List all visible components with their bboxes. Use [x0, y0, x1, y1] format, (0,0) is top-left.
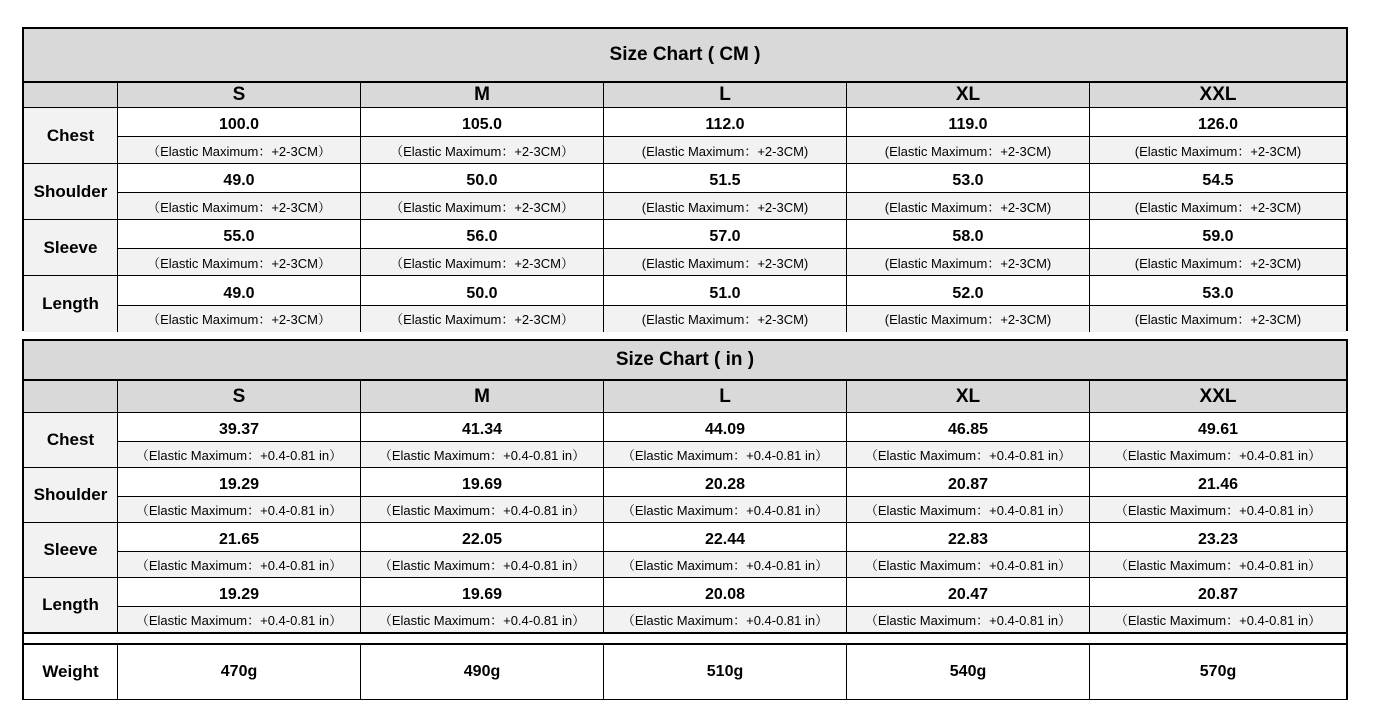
measurement-cell — [604, 276, 847, 332]
measurement-cell — [604, 523, 847, 577]
table-row — [24, 578, 1346, 633]
measurement-cell — [1090, 578, 1346, 632]
elastic-note: （Elastic Maximum：+2-3CM） — [361, 306, 603, 332]
elastic-note: (Elastic Maximum：+2-3CM) — [604, 249, 846, 275]
measurement-label: Length — [24, 578, 118, 632]
weight-value: 510g — [604, 645, 847, 699]
measurement-value: 49.0 — [118, 276, 360, 306]
measurement-cell — [604, 468, 847, 522]
measurement-value: 112.0 — [604, 108, 846, 137]
elastic-note: （Elastic Maximum：+0.4-0.81 in） — [1090, 607, 1346, 632]
elastic-note: （Elastic Maximum：+0.4-0.81 in） — [118, 607, 360, 632]
size-header-l: L — [604, 381, 847, 412]
table-title: Size Chart ( in ) — [24, 341, 1346, 381]
measurement-value: 20.08 — [604, 578, 846, 607]
elastic-note: (Elastic Maximum：+2-3CM) — [604, 137, 846, 163]
elastic-note: （Elastic Maximum：+0.4-0.81 in） — [847, 497, 1089, 522]
measurement-cell — [1090, 276, 1346, 332]
elastic-note: （Elastic Maximum：+0.4-0.81 in） — [361, 442, 603, 467]
measurement-value: 19.69 — [361, 578, 603, 607]
measurement-cell — [1090, 220, 1346, 275]
elastic-note: (Elastic Maximum：+2-3CM) — [1090, 249, 1346, 275]
weight-value: 540g — [847, 645, 1090, 699]
elastic-note: （Elastic Maximum：+0.4-0.81 in） — [604, 607, 846, 632]
weight-label: Weight — [24, 645, 118, 699]
elastic-note: （Elastic Maximum：+0.4-0.81 in） — [118, 497, 360, 522]
size-header-row — [24, 83, 1346, 108]
measurement-cell — [847, 523, 1090, 577]
table-row — [24, 413, 1346, 468]
measurement-value: 54.5 — [1090, 164, 1346, 193]
elastic-note: （Elastic Maximum：+0.4-0.81 in） — [604, 552, 846, 577]
measurement-cell — [847, 164, 1090, 219]
measurement-cell — [1090, 413, 1346, 467]
measurement-value: 44.09 — [604, 413, 846, 442]
measurement-cell — [604, 578, 847, 632]
elastic-note: （Elastic Maximum：+0.4-0.81 in） — [847, 442, 1089, 467]
measurement-value: 119.0 — [847, 108, 1089, 137]
elastic-note: （Elastic Maximum：+0.4-0.81 in） — [361, 497, 603, 522]
table-row — [24, 164, 1346, 220]
table-title: Size Chart ( CM ) — [24, 29, 1346, 83]
size-header-m: M — [361, 381, 604, 412]
measurement-cell — [1090, 468, 1346, 522]
measurement-value: 59.0 — [1090, 220, 1346, 249]
size-header-xxl: XXL — [1090, 381, 1346, 412]
measurement-value: 41.34 — [361, 413, 603, 442]
measurement-value: 51.5 — [604, 164, 846, 193]
elastic-note: （Elastic Maximum：+0.4-0.81 in） — [604, 442, 846, 467]
elastic-note: (Elastic Maximum：+2-3CM) — [847, 306, 1089, 332]
size-header-row — [24, 381, 1346, 413]
measurement-value: 19.29 — [118, 468, 360, 497]
elastic-note: (Elastic Maximum：+2-3CM) — [1090, 137, 1346, 163]
elastic-note: (Elastic Maximum：+2-3CM) — [1090, 306, 1346, 332]
measurement-value: 51.0 — [604, 276, 846, 306]
measurement-cell — [118, 108, 361, 163]
measurement-value: 39.37 — [118, 413, 360, 442]
measurement-cell — [1090, 108, 1346, 163]
measurement-value: 22.05 — [361, 523, 603, 552]
size-chart-cm-table — [22, 27, 1348, 331]
measurement-value: 105.0 — [361, 108, 603, 137]
measurement-cell — [118, 276, 361, 332]
measurement-label: Sleeve — [24, 523, 118, 577]
size-header-xl: XL — [847, 381, 1090, 412]
measurement-value: 22.44 — [604, 523, 846, 552]
elastic-note: （Elastic Maximum：+0.4-0.81 in） — [604, 497, 846, 522]
table-row — [24, 523, 1346, 578]
measurement-cell — [604, 108, 847, 163]
elastic-note: （Elastic Maximum：+2-3CM） — [361, 137, 603, 163]
measurement-cell — [1090, 523, 1346, 577]
measurement-value: 53.0 — [847, 164, 1089, 193]
measurement-value: 49.61 — [1090, 413, 1346, 442]
measurement-value: 57.0 — [604, 220, 846, 249]
measurement-label: Chest — [24, 413, 118, 467]
measurement-label: Sleeve — [24, 220, 118, 275]
header-corner — [24, 83, 118, 107]
measurement-value: 46.85 — [847, 413, 1089, 442]
measurement-value: 19.69 — [361, 468, 603, 497]
size-header-m: M — [361, 83, 604, 107]
size-header-s: S — [118, 381, 361, 412]
elastic-note: （Elastic Maximum：+0.4-0.81 in） — [1090, 497, 1346, 522]
measurement-value: 19.29 — [118, 578, 360, 607]
measurement-cell — [118, 220, 361, 275]
measurement-cell — [604, 220, 847, 275]
elastic-note: (Elastic Maximum：+2-3CM) — [604, 193, 846, 219]
table-row — [24, 468, 1346, 523]
elastic-note: （Elastic Maximum：+0.4-0.81 in） — [361, 552, 603, 577]
measurement-value: 52.0 — [847, 276, 1089, 306]
header-corner — [24, 381, 118, 412]
weight-value: 470g — [118, 645, 361, 699]
measurement-value: 126.0 — [1090, 108, 1346, 137]
measurement-value: 20.87 — [1090, 578, 1346, 607]
elastic-note: （Elastic Maximum：+0.4-0.81 in） — [118, 442, 360, 467]
measurement-cell — [847, 578, 1090, 632]
measurement-value: 100.0 — [118, 108, 360, 137]
measurement-cell — [118, 413, 361, 467]
measurement-value: 21.65 — [118, 523, 360, 552]
elastic-note: (Elastic Maximum：+2-3CM) — [604, 306, 846, 332]
weight-row — [24, 645, 1346, 699]
measurement-label: Shoulder — [24, 468, 118, 522]
elastic-note: （Elastic Maximum：+0.4-0.81 in） — [1090, 442, 1346, 467]
elastic-note: （Elastic Maximum：+2-3CM） — [118, 249, 360, 275]
measurement-cell — [118, 578, 361, 632]
measurement-value: 21.46 — [1090, 468, 1346, 497]
measurement-cell — [1090, 164, 1346, 219]
measurement-cell — [118, 468, 361, 522]
measurement-cell — [361, 220, 604, 275]
measurement-value: 20.47 — [847, 578, 1089, 607]
measurement-label: Chest — [24, 108, 118, 163]
measurement-value: 23.23 — [1090, 523, 1346, 552]
measurement-cell — [361, 523, 604, 577]
measurement-value: 20.87 — [847, 468, 1089, 497]
measurement-cell — [361, 578, 604, 632]
table-row — [24, 108, 1346, 164]
measurement-cell — [604, 164, 847, 219]
elastic-note: （Elastic Maximum：+0.4-0.81 in） — [847, 552, 1089, 577]
measurement-cell — [847, 276, 1090, 332]
table-spacer — [24, 633, 1346, 645]
measurement-label: Length — [24, 276, 118, 332]
size-header-l: L — [604, 83, 847, 107]
measurement-cell — [847, 220, 1090, 275]
measurement-value: 50.0 — [361, 276, 603, 306]
elastic-note: (Elastic Maximum：+2-3CM) — [847, 137, 1089, 163]
measurement-cell — [361, 413, 604, 467]
measurement-cell — [118, 164, 361, 219]
size-header-xxl: XXL — [1090, 83, 1346, 107]
elastic-note: （Elastic Maximum：+2-3CM） — [118, 306, 360, 332]
size-header-xl: XL — [847, 83, 1090, 107]
elastic-note: (Elastic Maximum：+2-3CM) — [847, 193, 1089, 219]
elastic-note: （Elastic Maximum：+0.4-0.81 in） — [847, 607, 1089, 632]
measurement-cell — [847, 108, 1090, 163]
elastic-note: （Elastic Maximum：+2-3CM） — [118, 193, 360, 219]
table-row — [24, 276, 1346, 332]
elastic-note: (Elastic Maximum：+2-3CM) — [847, 249, 1089, 275]
measurement-cell — [847, 468, 1090, 522]
elastic-note: （Elastic Maximum：+2-3CM） — [118, 137, 360, 163]
measurement-cell — [361, 468, 604, 522]
measurement-value: 53.0 — [1090, 276, 1346, 306]
elastic-note: （Elastic Maximum：+0.4-0.81 in） — [361, 607, 603, 632]
measurement-value: 56.0 — [361, 220, 603, 249]
measurement-cell — [604, 413, 847, 467]
measurement-cell — [118, 523, 361, 577]
measurement-cell — [847, 413, 1090, 467]
measurement-cell — [361, 164, 604, 219]
measurement-cell — [361, 108, 604, 163]
elastic-note: （Elastic Maximum：+0.4-0.81 in） — [118, 552, 360, 577]
table-row — [24, 220, 1346, 276]
size-header-s: S — [118, 83, 361, 107]
measurement-value: 49.0 — [118, 164, 360, 193]
measurement-label: Shoulder — [24, 164, 118, 219]
measurement-value: 55.0 — [118, 220, 360, 249]
weight-value: 490g — [361, 645, 604, 699]
measurement-value: 50.0 — [361, 164, 603, 193]
elastic-note: （Elastic Maximum：+0.4-0.81 in） — [1090, 552, 1346, 577]
weight-value: 570g — [1090, 645, 1346, 699]
elastic-note: （Elastic Maximum：+2-3CM） — [361, 193, 603, 219]
measurement-cell — [361, 276, 604, 332]
measurement-value: 22.83 — [847, 523, 1089, 552]
elastic-note: (Elastic Maximum：+2-3CM) — [1090, 193, 1346, 219]
size-chart-inch-table — [22, 339, 1348, 700]
measurement-value: 58.0 — [847, 220, 1089, 249]
elastic-note: （Elastic Maximum：+2-3CM） — [361, 249, 603, 275]
measurement-value: 20.28 — [604, 468, 846, 497]
